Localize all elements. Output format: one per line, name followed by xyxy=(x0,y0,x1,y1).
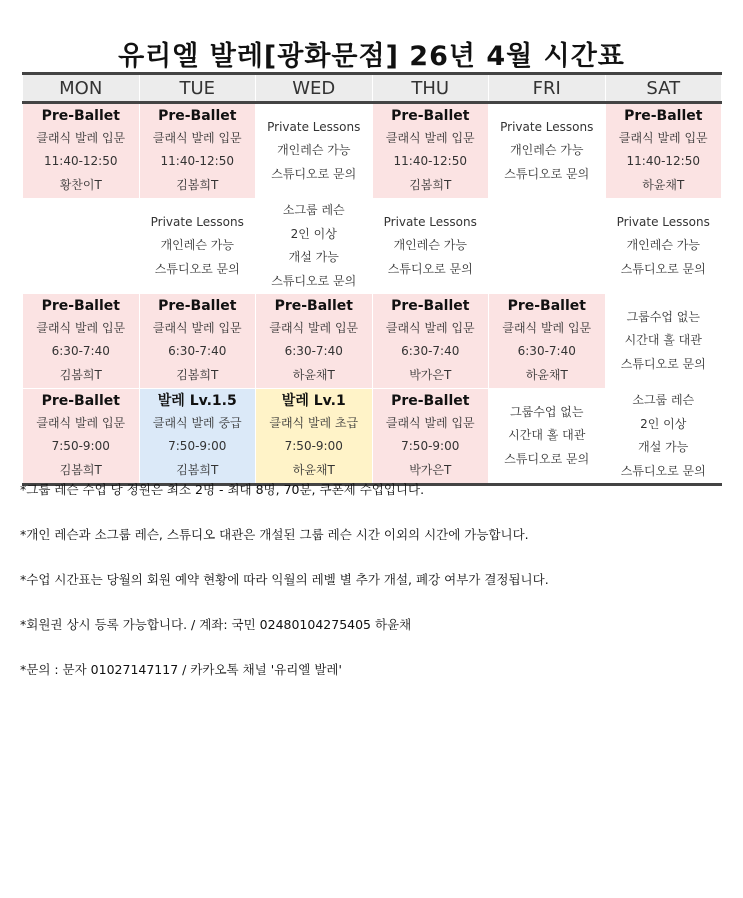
class-cell xyxy=(23,389,140,485)
class-detail: 클래식 발레 입문 xyxy=(385,320,475,335)
class-detail: 개인레슨 가능 xyxy=(277,143,351,158)
schedule-table xyxy=(22,72,722,486)
class-cell xyxy=(605,294,722,389)
class-detail: 6:30-7:40 xyxy=(517,344,576,359)
day-header: WED xyxy=(256,74,373,103)
class-detail: 소그룹 레슨 xyxy=(282,203,345,217)
class-detail: 개인레슨 가능 xyxy=(160,238,234,253)
class-cell xyxy=(256,103,373,199)
page-title: 유리엘 발레[광화문점] 26년 4월 시간표 xyxy=(118,41,625,72)
class-detail: 클래식 발레 입문 xyxy=(269,320,359,335)
schedule-row xyxy=(23,389,722,485)
class-detail: 스튜디오로 문의 xyxy=(271,166,357,181)
class-detail: 11:40-12:50 xyxy=(393,154,467,169)
class-detail: 11:40-12:50 xyxy=(626,154,700,169)
class-cell xyxy=(489,103,606,199)
day-header: MON xyxy=(23,74,140,103)
class-cell xyxy=(605,199,722,294)
class-cell xyxy=(605,103,722,199)
class-detail: 그룹수업 없는 xyxy=(510,404,584,419)
note-line: *개인 레슨과 소그룹 레슨, 스튜디오 대관은 개설된 그룹 레슨 시간 이외의 시간에 가능합니다. xyxy=(20,527,529,542)
class-detail: 스튜디오로 문의 xyxy=(620,463,706,478)
class-detail: 클래식 발레 입문 xyxy=(502,320,592,335)
class-name: Pre-Ballet xyxy=(158,297,237,314)
class-cell xyxy=(372,389,489,485)
class-name: Pre-Ballet xyxy=(507,297,586,314)
class-detail: 클래식 발레 입문 xyxy=(618,130,708,145)
class-detail: 김봄희T xyxy=(176,462,219,477)
class-detail: 클래식 발레 입문 xyxy=(152,130,242,145)
class-detail: 2인 이상 xyxy=(640,416,687,431)
class-cell xyxy=(139,294,256,389)
schedule-body xyxy=(23,103,722,485)
class-detail: Private Lessons xyxy=(150,214,244,229)
class-detail: 하윤채T xyxy=(292,367,335,382)
class-detail: 스튜디오로 문의 xyxy=(387,261,473,276)
class-cell xyxy=(139,389,256,485)
class-cell xyxy=(372,294,489,389)
class-cell xyxy=(489,294,606,389)
class-detail: 스튜디오로 문의 xyxy=(154,261,240,276)
class-detail: 6:30-7:40 xyxy=(284,344,343,359)
class-name: Pre-Ballet xyxy=(274,297,353,314)
class-detail: 클래식 발레 중급 xyxy=(152,415,242,430)
class-cell xyxy=(256,389,373,485)
day-header: SAT xyxy=(605,74,722,103)
class-detail: 그룹수업 없는 xyxy=(626,309,700,324)
note-line: *그룹 레슨 수업 당 정원은 최소 2명 - 최대 8명, 70분, 쿠폰제 수업입니다. xyxy=(20,482,425,497)
class-cell xyxy=(139,103,256,199)
class-detail: 스튜디오로 문의 xyxy=(504,451,590,466)
class-detail: 7:50-9:00 xyxy=(51,439,110,454)
class-detail: Private Lessons xyxy=(500,119,594,134)
class-cell xyxy=(256,199,373,294)
class-name: Pre-Ballet xyxy=(391,392,470,409)
class-name: 발레 Lv.1 xyxy=(281,392,346,409)
class-detail: Private Lessons xyxy=(616,214,710,229)
class-detail: 클래식 발레 입문 xyxy=(36,415,126,430)
schedule-row xyxy=(23,103,722,199)
note-line: *회원권 상시 등록 가능합니다. / 계좌: 국민 02480104275405 하윤채 xyxy=(20,617,412,632)
class-detail: 개인레슨 가능 xyxy=(393,238,467,253)
class-detail: 7:50-9:00 xyxy=(168,439,227,454)
class-detail: 7:50-9:00 xyxy=(401,439,460,454)
class-name: Pre-Ballet xyxy=(624,107,703,124)
class-cell xyxy=(489,199,606,294)
class-cell xyxy=(372,103,489,199)
class-detail: 소그룹 레슨 xyxy=(632,393,695,407)
schedule-row xyxy=(23,199,722,294)
class-detail: 6:30-7:40 xyxy=(401,344,460,359)
class-detail: 하윤채T xyxy=(292,462,335,477)
class-detail: 하윤채T xyxy=(642,177,685,192)
class-detail: 시간대 홀 대관 xyxy=(508,428,586,443)
class-detail: Private Lessons xyxy=(383,214,477,229)
class-detail: 김봄희T xyxy=(176,367,219,382)
class-detail: 박가은T xyxy=(409,462,452,477)
class-detail: 7:50-9:00 xyxy=(284,439,343,454)
class-cell xyxy=(605,389,722,485)
class-detail: 클래식 발레 입문 xyxy=(152,320,242,335)
class-detail: 개인레슨 가능 xyxy=(626,238,700,253)
class-detail: 시간대 홀 대관 xyxy=(624,333,702,348)
class-name: Pre-Ballet xyxy=(158,107,237,124)
class-cell xyxy=(23,199,140,294)
class-cell xyxy=(23,103,140,199)
class-cell xyxy=(256,294,373,389)
class-name: Pre-Ballet xyxy=(391,107,470,124)
class-detail: 6:30-7:40 xyxy=(51,344,110,359)
class-name: Pre-Ballet xyxy=(41,107,120,124)
class-detail: 클래식 발레 입문 xyxy=(36,130,126,145)
class-cell xyxy=(372,199,489,294)
class-detail: 클래식 발레 초급 xyxy=(269,415,359,430)
day-header: THU xyxy=(372,74,489,103)
class-detail: 하윤채T xyxy=(525,367,568,382)
class-name: Pre-Ballet xyxy=(41,392,120,409)
class-cell xyxy=(489,389,606,485)
class-detail: 2인 이상 xyxy=(290,226,337,241)
class-name: Pre-Ballet xyxy=(391,297,470,314)
class-detail: 스튜디오로 문의 xyxy=(504,166,590,181)
class-detail: 클래식 발레 입문 xyxy=(385,130,475,145)
schedule-row xyxy=(23,294,722,389)
class-detail: 클래식 발레 입문 xyxy=(385,415,475,430)
class-detail: 김봄희T xyxy=(59,462,102,477)
class-detail: 스튜디오로 문의 xyxy=(271,273,357,288)
class-detail: 김봄희T xyxy=(59,367,102,382)
class-name: 발레 Lv.1.5 xyxy=(157,392,237,409)
notes-section xyxy=(20,478,730,703)
note-line: *수업 시간표는 당월의 회원 예약 현황에 따라 익월의 레벨 별 추가 개설, 폐강 여부가 결정됩니다. xyxy=(20,572,549,587)
class-detail: 클래식 발레 입문 xyxy=(36,320,126,335)
class-cell xyxy=(139,199,256,294)
class-detail: 개설 가능 xyxy=(638,440,689,454)
class-detail: 황찬이T xyxy=(59,177,102,192)
class-detail: 김봄희T xyxy=(176,177,219,192)
class-detail: 11:40-12:50 xyxy=(44,154,118,169)
class-detail: 박가은T xyxy=(409,367,452,382)
class-cell xyxy=(23,294,140,389)
class-detail: 개설 가능 xyxy=(288,250,339,264)
class-name: Pre-Ballet xyxy=(41,297,120,314)
class-detail: 김봄희T xyxy=(409,177,452,192)
day-header: FRI xyxy=(489,74,606,103)
note-line: *문의 : 문자 01027147117 / 카카오톡 채널 '유리엘 발레' xyxy=(20,662,342,677)
class-detail: 스튜디오로 문의 xyxy=(620,356,706,371)
day-header-row xyxy=(23,74,722,103)
class-detail: 6:30-7:40 xyxy=(168,344,227,359)
class-detail: 11:40-12:50 xyxy=(160,154,234,169)
class-detail: Private Lessons xyxy=(267,119,361,134)
class-detail: 개인레슨 가능 xyxy=(510,143,584,158)
class-detail: 스튜디오로 문의 xyxy=(620,261,706,276)
day-header: TUE xyxy=(139,74,256,103)
